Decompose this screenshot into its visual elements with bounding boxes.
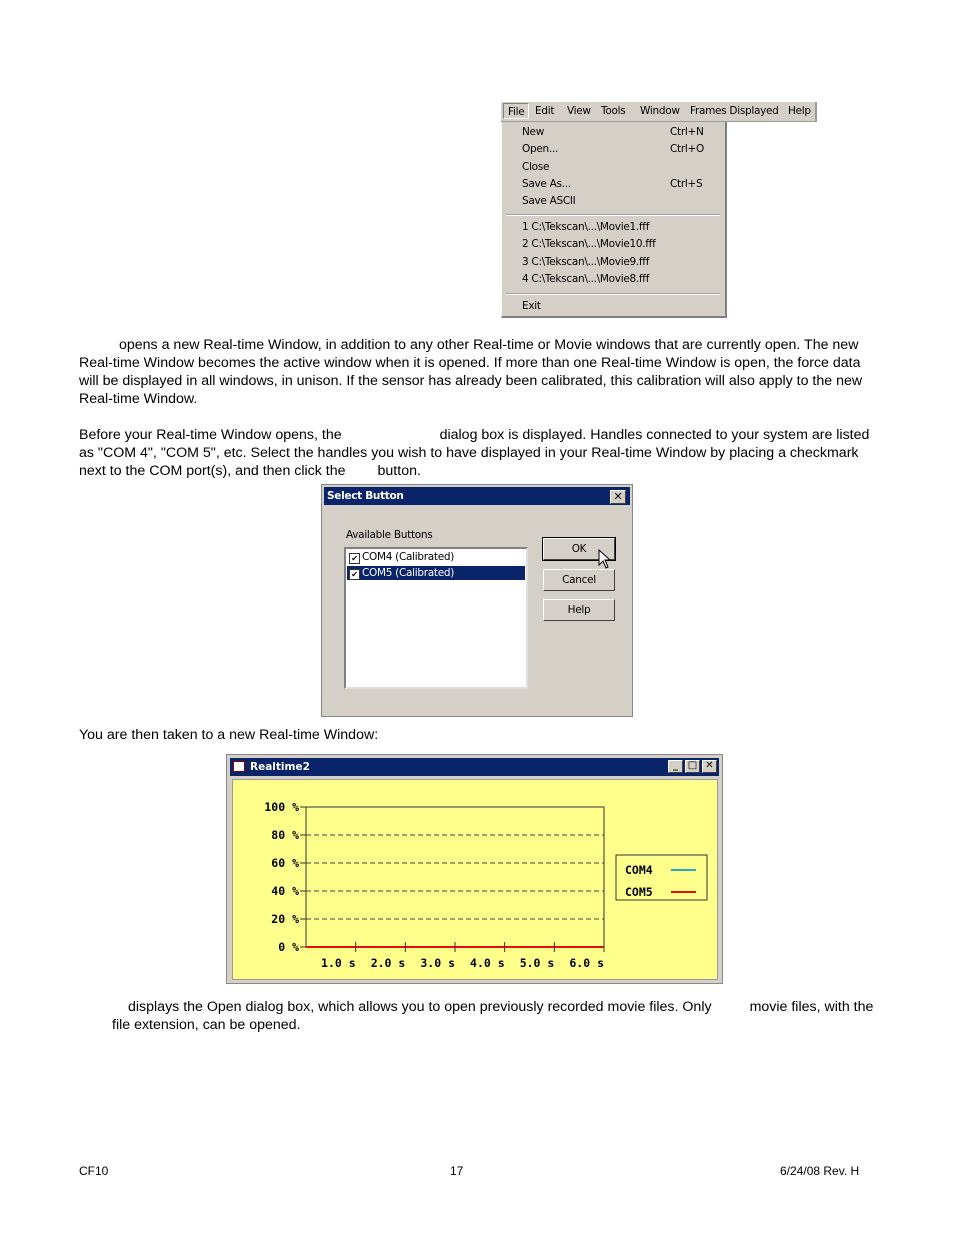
legend-label-com5: COM5 [625,885,653,899]
x-tick-label: 3.0 s [420,956,455,970]
menu-item-new[interactable]: New [522,126,545,138]
menu-file[interactable]: File [503,103,529,119]
checkbox-com4[interactable]: ✔ [349,553,360,564]
menu-item-recent-1[interactable]: 1 C:\Tekscan\...\Movie1.fff [522,221,650,233]
x-tick-label: 6.0 s [569,956,604,970]
select-button-dialog [321,484,633,717]
list-item-com4[interactable] [347,550,525,564]
window-title-bar [230,758,719,776]
paragraph-2-part-a: Before your Real-time Window opens, the [79,427,342,443]
footer-revision: 6/24/08 Rev. H [780,1164,860,1178]
footer-doc-id: CF10 [79,1164,109,1178]
available-buttons-list[interactable] [344,547,528,689]
paragraph-2-part-b: dialog box is displayed. Handles connected to your system are listed as "COM 4", "COM 5", etc. Select the handles you wish to have displayed in your Real-time Window by placing a checkmark next to the COM port(s), and then click the [79,427,870,479]
available-buttons-label: Available Buttons [346,529,433,541]
chart-axes [264,800,604,970]
cancel-button[interactable]: Cancel [543,569,615,591]
file-dropdown [501,122,727,318]
minimize-icon[interactable]: _ [668,760,683,773]
legend-label-com4: COM4 [625,863,653,877]
paragraph-4-part-b: movie files, with the [749,999,874,1015]
paragraph-4-part-a: displays the Open dialog box, which allows you to open previously recorded movie files. Only [128,999,712,1015]
menu-separator [506,214,720,216]
paragraph-4-part-c: file extension, can be opened. [112,1017,301,1033]
menu-item-open[interactable]: Open... [522,143,558,155]
dialog-title-bar [324,487,630,505]
menu-item-recent-2[interactable]: 2 C:\Tekscan\...\Movie10.fff [522,238,656,250]
menu-item-recent-4[interactable]: 4 C:\Tekscan\...\Movie8.fff [522,273,650,285]
y-tick-label: 40 % [271,884,299,898]
chart-area [232,779,718,980]
chart-legend [616,855,707,900]
y-tick-label: 0 % [278,940,299,954]
help-button[interactable]: Help [543,599,615,621]
shortcut-new: Ctrl+N [670,126,704,138]
list-item-com5[interactable] [347,566,525,580]
menu-item-close[interactable]: Close [522,161,550,173]
paragraph-2-part-c: button. [377,463,421,479]
ok-button[interactable]: OK [543,538,615,560]
chart-grid [306,807,604,947]
list-item-label: COM4 (Calibrated) [362,551,455,563]
close-icon[interactable]: ✕ [702,760,717,773]
app-icon [233,761,245,772]
x-tick-label: 4.0 s [470,956,505,970]
y-tick-label: 80 % [271,828,299,842]
shortcut-save-as: Ctrl+S [670,178,703,190]
menu-window[interactable]: Window [640,105,680,117]
force-chart [233,780,717,979]
x-tick-label: 5.0 s [519,956,555,970]
dialog-title: Select Button [327,490,404,502]
menu-tools[interactable]: Tools [601,105,626,117]
menu-separator [506,293,720,295]
plot-frame [306,807,604,947]
y-tick-label: 20 % [271,912,299,926]
paragraph-open [79,998,879,1034]
realtime-window [226,754,723,984]
mouse-pointer-icon [598,549,612,569]
x-tick-label: 1.0 s [321,956,356,970]
footer-page-number: 17 [450,1164,464,1178]
menu-item-save-as[interactable]: Save As... [522,178,571,190]
y-tick-label: 100 % [264,800,299,814]
list-item-label: COM5 (Calibrated) [362,567,455,579]
menu-item-exit[interactable]: Exit [522,300,541,312]
menu-edit[interactable]: Edit [535,105,555,117]
window-title: Realtime2 [250,761,310,773]
checkbox-com5[interactable]: ✔ [349,569,360,580]
x-tick-label: 2.0 s [370,956,406,970]
y-tick-label: 60 % [271,856,299,870]
menu-bar [501,102,817,122]
menu-frames-displayed[interactable]: Frames Displayed [690,105,779,117]
close-icon[interactable]: ✕ [610,490,626,504]
menu-item-save-ascii[interactable]: Save ASCII [522,195,576,207]
menu-help[interactable]: Help [788,105,811,117]
menu-item-recent-3[interactable]: 3 C:\Tekscan\...\Movie9.fff [522,256,650,268]
maximize-icon[interactable]: □ [685,760,700,773]
paragraph-new [79,336,879,408]
shortcut-open: Ctrl+O [670,143,704,155]
menu-view[interactable]: View [567,105,591,117]
paragraph-new-text: opens a new Real-time Window, in addition to any other Real-time or Movie windows that are currently open. The new Real-time Window becomes the active window when it is opened. If more than one Real-time Window is open, the force data will be displayed in all windows, in unison. If the sensor has already been calibrated, this calibration will also apply to the new Real-time Window. [79,337,863,407]
paragraph-realtime-intro: You are then taken to a new Real-time Window: [79,727,379,743]
file-menu-screenshot [501,102,817,318]
paragraph-select-button [79,426,879,480]
